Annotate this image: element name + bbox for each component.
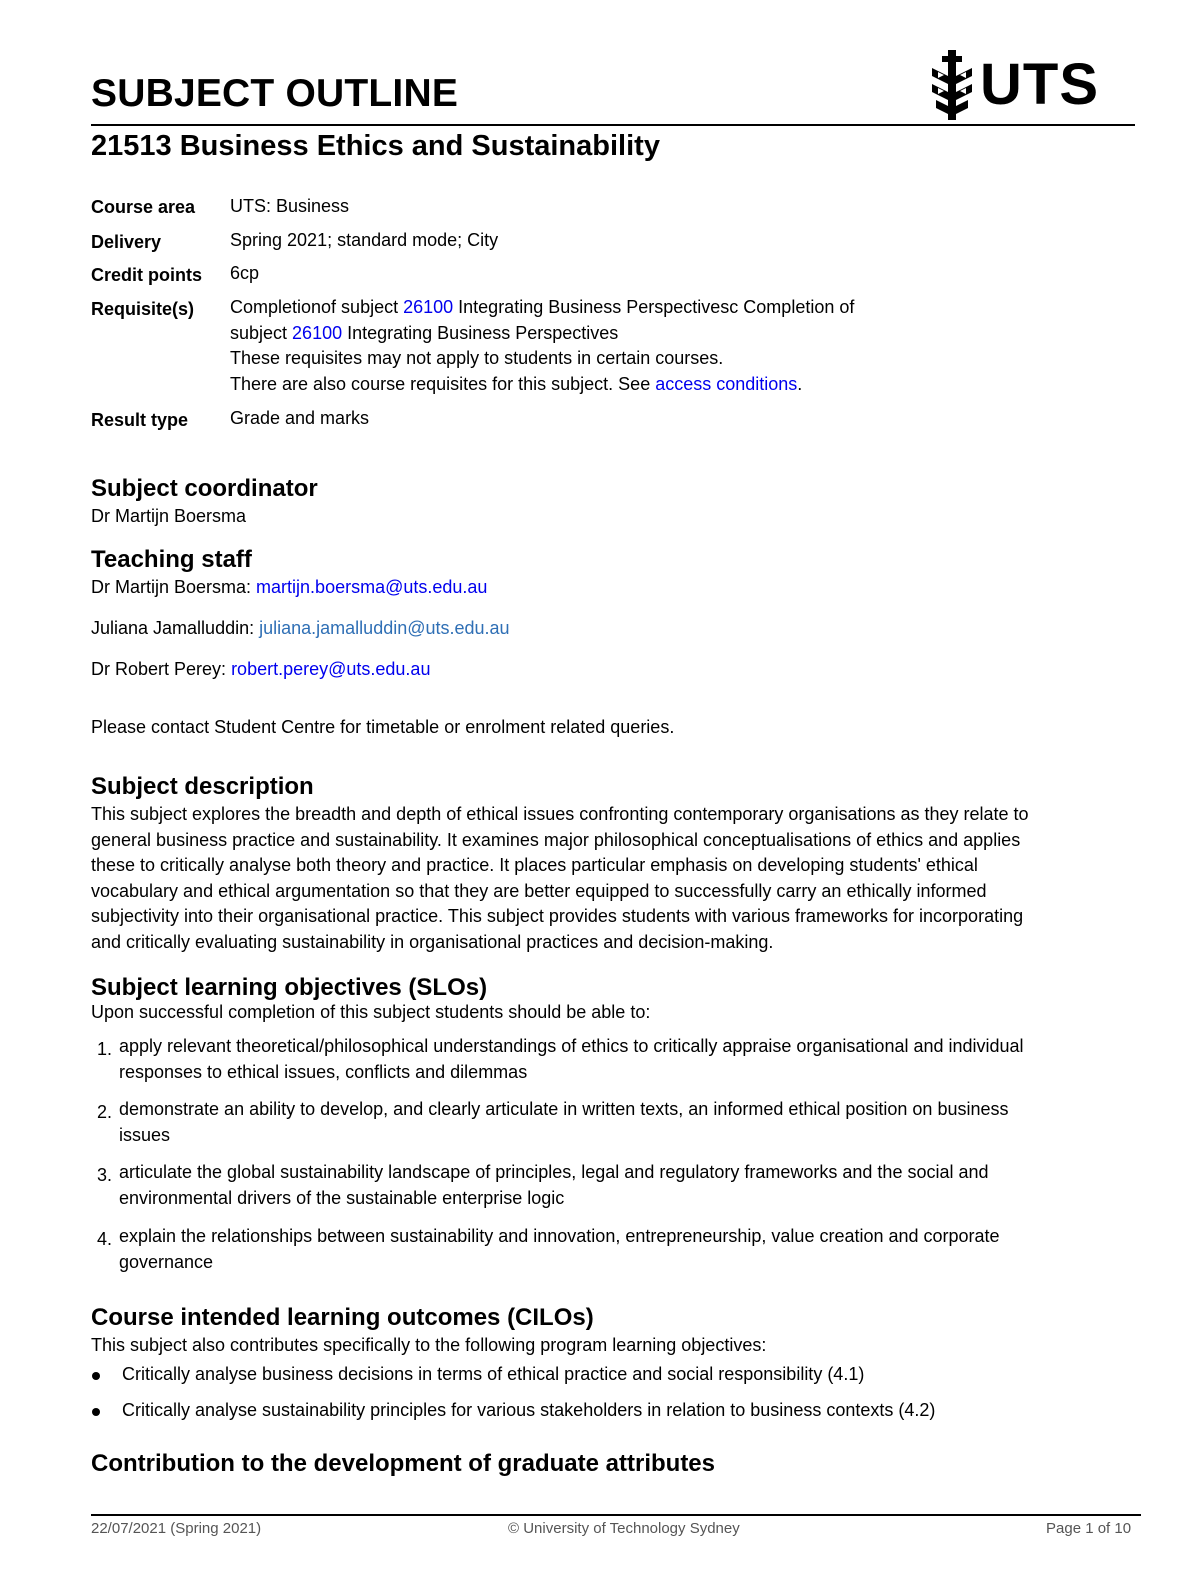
cilo-item: Critically analyse business decisions in terms of ethical practice and social responsibility (4.1)	[122, 1364, 865, 1384]
result-type-value: Grade and marks	[230, 408, 370, 428]
requisites-text: Completionof subject	[230, 297, 404, 317]
footer-date: 22/07/2021 (Spring 2021)	[91, 1520, 262, 1537]
requisites-label: Requisite(s)	[91, 299, 195, 319]
requisites-text: Integrating Business Perspectives	[342, 322, 619, 343]
description-line: and critically evaluating sustainability in organisational practices and decision-making.	[91, 931, 774, 952]
slo-number: 4.	[97, 1229, 113, 1249]
staff-entry	[91, 616, 1131, 642]
description-body	[91, 802, 1131, 955]
bullet-icon	[92, 1372, 100, 1380]
staff-name: Dr Robert Perey:	[91, 659, 227, 679]
requisites-value	[230, 295, 854, 397]
requisites-line-1	[230, 295, 854, 321]
requisites-text: subject	[230, 322, 293, 343]
slo-line: issues	[119, 1124, 171, 1145]
requisite-subject-link[interactable]: 26100	[403, 297, 454, 317]
slo-item	[119, 1160, 989, 1211]
staff-name: Dr Martijn Boersma:	[91, 577, 252, 597]
access-conditions-link[interactable]: access conditions	[655, 373, 798, 394]
requisites-note: These requisites may not apply to students in certain courses.	[230, 348, 724, 368]
requisites-line-4	[230, 372, 854, 398]
course-area-label: Course area	[91, 197, 196, 217]
description-line: vocabulary and ethical argumentation so that they are better equipped to successfully carry an ethically informed	[91, 880, 987, 901]
description-line: general business practice and sustainability. It examines major philosophical conceptualisations of ethics and applies	[91, 829, 1021, 850]
slos-heading: Subject learning objectives (SLOs)	[91, 974, 488, 1001]
requisites-text: .	[797, 373, 803, 394]
document-title: SUBJECT OUTLINE	[91, 72, 459, 115]
delivery-label: Delivery	[91, 232, 162, 252]
subject-title: 21513 Business Ethics and Sustainability	[91, 130, 660, 162]
slos-intro: Upon successful completion of this subject students should be able to:	[91, 1002, 651, 1022]
staff-entry	[91, 575, 1131, 601]
staff-name: Juliana Jamalluddin:	[91, 618, 255, 638]
credit-points-value: 6cp	[230, 263, 260, 283]
requisites-text: Integrating Business Perspectivesc Completion of	[453, 297, 855, 317]
staff-email-link[interactable]: martijn.boersma@uts.edu.au	[256, 577, 488, 597]
footer-copyright: © University of Technology Sydney	[508, 1520, 740, 1537]
slo-number: 3.	[97, 1165, 113, 1185]
description-heading: Subject description	[91, 773, 314, 800]
teaching-staff-heading: Teaching staff	[91, 546, 252, 573]
result-type-label: Result type	[91, 410, 189, 430]
slo-item	[119, 1034, 1024, 1085]
slo-line: environmental drivers of the sustainable enterprise logic	[119, 1187, 565, 1208]
uts-crest-icon	[928, 50, 978, 122]
footer-page-number: Page 1 of 10	[1046, 1520, 1132, 1537]
footer-divider	[91, 1514, 1141, 1516]
uts-logo	[928, 50, 1098, 122]
course-area-value: UTS: Business	[230, 196, 350, 216]
staff-email-link[interactable]: juliana.jamalluddin@uts.edu.au	[259, 618, 510, 638]
cilo-item: Critically analyse sustainability principles for various stakeholders in relation to business contexts (4.2)	[122, 1400, 936, 1420]
slo-line: apply relevant theoretical/philosophical understandings of ethics to critically appraise organisational and individual	[119, 1036, 1024, 1056]
delivery-value: Spring 2021; standard mode; City	[230, 230, 499, 250]
cilos-heading: Course intended learning outcomes (CILOs)	[91, 1304, 594, 1331]
requisites-line-2	[230, 321, 854, 347]
slo-line: demonstrate an ability to develop, and clearly articulate in written texts, an informed ethical position on business	[119, 1099, 1009, 1119]
description-line: these to critically analyse both theory and practice. It places particular emphasis on developing students' ethical	[91, 855, 978, 875]
description-line: subjectivity into their organisational practice. This subject provides students with various frameworks for incorporating	[91, 906, 1024, 926]
graduate-attributes-heading: Contribution to the development of graduate attributes	[91, 1450, 715, 1477]
slo-line: responses to ethical issues, conflicts and dilemmas	[119, 1061, 528, 1082]
credit-points-label: Credit points	[91, 265, 202, 285]
staff-entry	[91, 657, 1131, 683]
coordinator-heading: Subject coordinator	[91, 475, 318, 502]
requisite-subject-link[interactable]: 26100	[292, 322, 343, 343]
slo-line: articulate the global sustainability landscape of principles, legal and regulatory frameworks and the social and	[119, 1162, 989, 1182]
logo-wordmark: UTS	[980, 52, 1099, 117]
description-line: This subject explores the breadth and depth of ethical issues confronting contemporary organisations as they relate to	[91, 804, 1029, 824]
slo-number: 2.	[97, 1102, 113, 1122]
contact-note: Please contact Student Centre for timetable or enrolment related queries.	[91, 717, 675, 737]
requisites-text: There are also course requisites for this subject. See	[230, 373, 656, 394]
slo-item	[119, 1097, 1009, 1148]
header-divider	[91, 124, 1135, 126]
slo-line: governance	[119, 1251, 214, 1272]
slo-item	[119, 1224, 1000, 1275]
staff-email-link[interactable]: robert.perey@uts.edu.au	[231, 659, 431, 679]
slo-number: 1.	[97, 1039, 113, 1059]
coordinator-name: Dr Martijn Boersma	[91, 506, 247, 526]
bullet-icon	[92, 1408, 100, 1416]
slo-line: explain the relationships between sustainability and innovation, entrepreneurship, value creation and corporate	[119, 1226, 1000, 1246]
cilos-intro: This subject also contributes specifically to the following program learning objectives:	[91, 1335, 767, 1355]
